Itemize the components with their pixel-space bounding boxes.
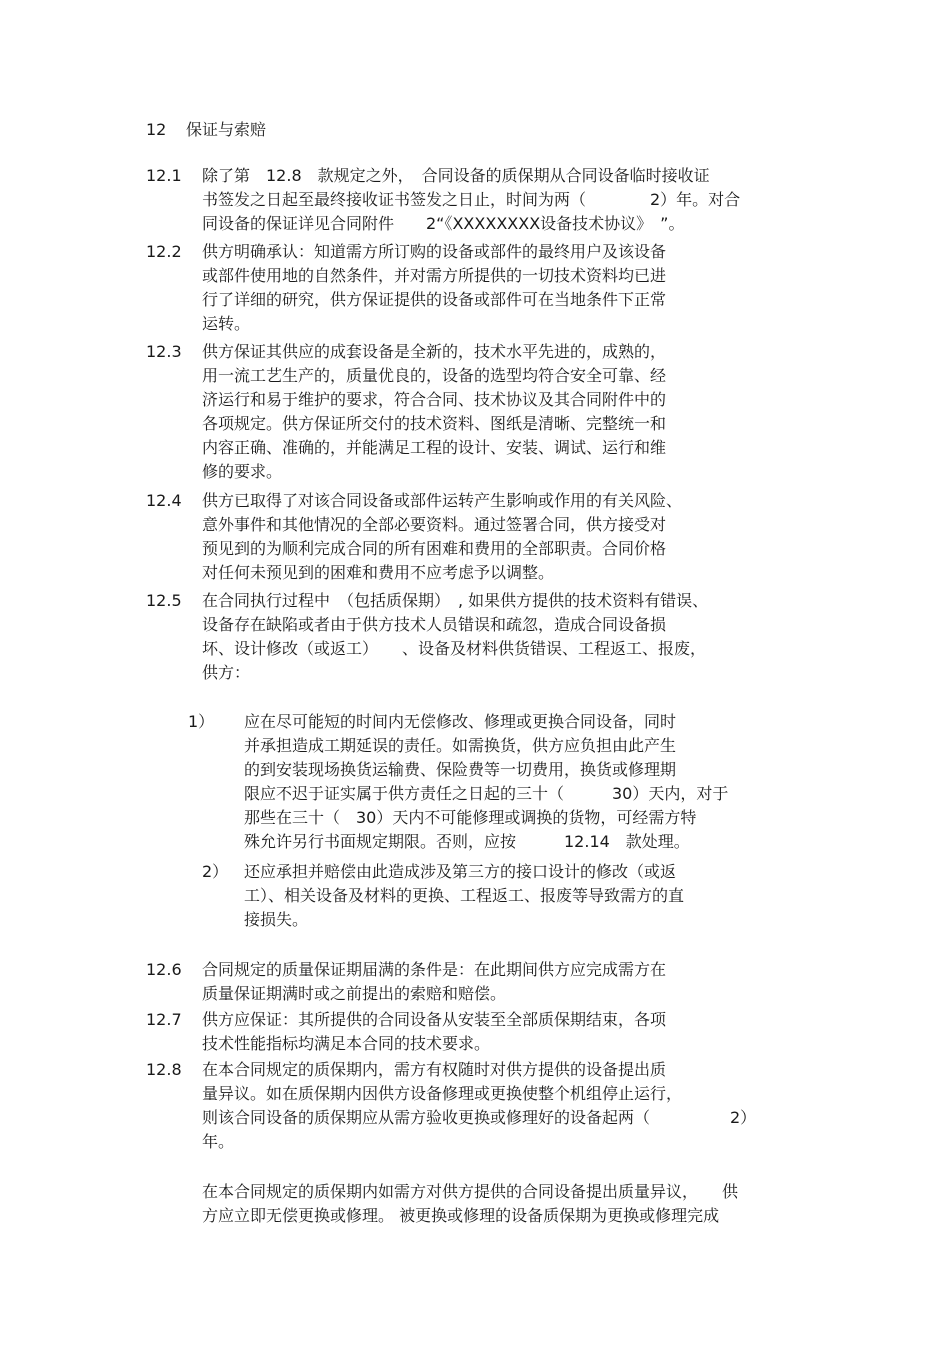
subitem-line: 应在尽可能短的时间内无偿修改、修理或更换合同设备，同时: [244, 712, 677, 731]
clause-number: 12.7: [146, 1010, 182, 1029]
clause-body: [202, 1008, 666, 1056]
clause-line: 内容正确、准确的，并能满足工程的设计、安装、调试、运行和维: [202, 438, 667, 457]
subitem-line: 工）、相关设备及材料的更换、工程返工、报废等导致需方的直: [244, 886, 685, 905]
clause-line: 行了详细的研究，供方保证提供的设备或部件可在当地条件下正常: [202, 290, 667, 309]
paragraph-line: 方应立即无偿更换或修理。 被更换或修理的设备质保期为更换或修理完成: [202, 1206, 720, 1225]
subitem-line: 限应不迟于证实属于供方责任之日起的三十（ 30）天内，对于: [244, 784, 729, 803]
subitem-number: 1）: [188, 712, 215, 731]
subitem-body: [244, 710, 728, 854]
clause-line: 各项规定。供方保证所交付的技术资料、图纸是清晰、完整统一和: [202, 414, 667, 433]
clause-line: 供方应保证：其所提供的合同设备从安装至全部质保期结束，各项: [202, 1010, 667, 1029]
clause-number: 12.4: [146, 491, 182, 510]
clause-line: 在本合同规定的质保期内，需方有权随时对供方提供的设备提出质: [202, 1060, 667, 1079]
subitem-line: 殊允许另行书面规定期限。否则，应按 12.14 款处理。: [244, 832, 690, 851]
clause-line: 供方明确承认：知道需方所订购的设备或部件的最终用户及该设备: [202, 242, 667, 261]
clause-body: [202, 240, 666, 336]
clause-line: 除了第 12.8 款规定之外， 合同设备的质保期从合同设备临时接收证: [202, 166, 710, 185]
clause-line: 修的要求。: [202, 462, 283, 481]
clause-body: [202, 340, 666, 484]
clause-number: 12.8: [146, 1060, 182, 1079]
clause-line: 年。: [202, 1132, 235, 1151]
clause-line: 合同规定的质量保证期届满的条件是：在此期间供方应完成需方在: [202, 960, 667, 979]
clause-line: 供方：: [202, 663, 251, 682]
subitem-line: 并承担造成工期延误的责任。如需换货，供方应负担由此产生: [244, 736, 677, 755]
clause-line: 同设备的保证详见合同附件 2“《XXXXXXXX设备技术协议》 ”。: [202, 214, 685, 233]
clause-body: [202, 589, 708, 685]
clause-line: 对任何未预见到的困难和费用不应考虑予以调整。: [202, 563, 555, 582]
clause-line: 预见到的为顺利完成合同的所有困难和费用的全部职责。合同价格: [202, 539, 667, 558]
clause-number: 12.1: [146, 166, 182, 185]
section-title: 保证与索赔: [186, 120, 267, 139]
clause-line: 书签发之日起至最终接收证书签发之日止，时间为两（ 2）年。对合: [202, 190, 741, 209]
subitem-line: 的到安装现场换货运输费、保险费等一切费用，换货或修理期: [244, 760, 677, 779]
clause-line: 坏、设计修改（或返工） 、设备及材料供货错误、工程返工、报废，: [202, 639, 707, 658]
clause-line: 运转。: [202, 314, 251, 333]
clause-body: [202, 1058, 756, 1154]
clause-number: 12.2: [146, 242, 182, 261]
subitem-line: 还应承担并赔偿由此造成涉及第三方的接口设计的修改（或返: [244, 862, 677, 881]
clause-body: [202, 489, 682, 585]
clause-line: 设备存在缺陷或者由于供方技术人员错误和疏忽，造成合同设备损: [202, 615, 667, 634]
section-number: 12: [146, 120, 167, 139]
clause-body: [202, 164, 740, 236]
clause-line: 用一流工艺生产的，质量优良的，设备的选型均符合安全可靠、经: [202, 366, 667, 385]
clause-line: 量异议。如在质保期内因供方设备修理或更换使整个机组停止运行，: [202, 1084, 683, 1103]
section-heading: [146, 120, 266, 140]
clause-line: 在合同执行过程中 （包括质保期） , 如果供方提供的技术资料有错误、: [202, 591, 709, 610]
clause-line: 意外事件和其他情况的全部必要资料。通过签署合同，供方接受对: [202, 515, 667, 534]
closing-paragraph: [202, 1180, 738, 1228]
subitem-body: [244, 860, 684, 932]
subitem-line: 接损失。: [244, 910, 309, 929]
clause-line: 质量保证期满时或之前提出的索赔和赔偿。: [202, 984, 507, 1003]
clause-line: 济运行和易于维护的要求，符合合同、技术协议及其合同附件中的: [202, 390, 667, 409]
paragraph-line: 在本合同规定的质保期内如需方对供方提供的合同设备提出质量异议， 供: [202, 1182, 739, 1201]
subitem-number: 2）: [202, 862, 229, 881]
clause-number: 12.5: [146, 591, 182, 610]
subitem-line: 那些在三十（ 30）天内不可能修理或调换的货物，可经需方特: [244, 808, 697, 827]
clause-line: 供方已取得了对该合同设备或部件运转产生影响或作用的有关风险、: [202, 491, 683, 510]
clause-number: 12.6: [146, 960, 182, 979]
clause-number: 12.3: [146, 342, 182, 361]
clause-body: [202, 958, 666, 1006]
clause-line: 技术性能指标均满足本合同的技术要求。: [202, 1034, 491, 1053]
clause-line: 或部件使用地的自然条件，并对需方所提供的一切技术资料均已进: [202, 266, 667, 285]
clause-line: 供方保证其供应的成套设备是全新的，技术水平先进的，成熟的，: [202, 342, 667, 361]
clause-line: 则该合同设备的质保期应从需方验收更换或修理好的设备起两（ 2）: [202, 1108, 757, 1127]
